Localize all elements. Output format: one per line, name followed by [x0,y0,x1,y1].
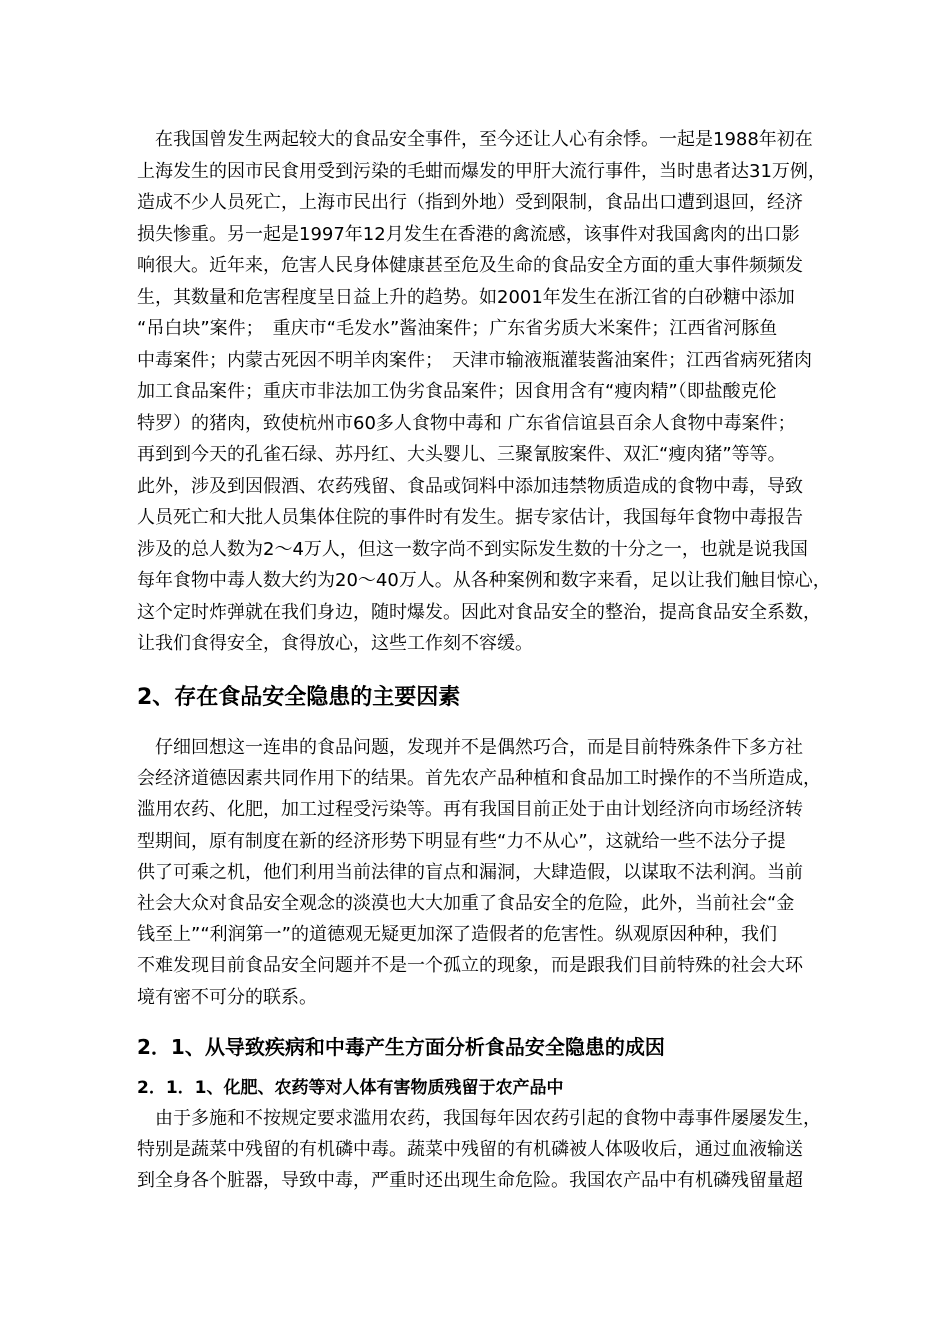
paragraph-pesticide-residue [137,1103,867,1196]
text-line: 中毒案件；内蒙古死因不明羊肉案件； 天津市输液瓶灌装酱油案件；江西省病死猪肉 [137,349,812,371]
text-line: 涉及的总人数为2～4万人，但这一数字尚不到实际发生数的十分之一，也就是说我国 [137,538,808,560]
subsection-heading-disease-causes: 2．1、从导致疾病和中毒产生方面分析食品安全隐患的成因 [137,1035,665,1059]
text-line: 每年食物中毒人数大约为20～40万人。从各种案例和数字来看，足以让我们触目惊心， [137,570,831,591]
text-line: 在我国曾发生两起较大的食品安全事件，至今还让人心有余悸。一起是1988年初在 [137,129,813,150]
text-line: 特罗）的猪肉，致使杭州市60多人食物中毒和 广东省信谊县百余人食物中毒案件； [137,412,796,434]
text-line: 仔细回想这一连串的食品问题，发现并不是偶然巧合，而是目前特殊条件下多方社 [137,737,803,758]
text-line: 社会大众对食品安全观念的淡漠也大大加重了食品安全的危险，此外，当前社会“金 [137,892,795,914]
text-line: 再到到今天的孔雀石绿、苏丹红、大头婴儿、三聚氰胺案件、双汇“瘦肉猪”等等。 [137,444,786,465]
text-line: 由于多施和不按规定要求滥用农药，我国每年因农药引起的食物中毒事件屡屡发生， [137,1108,821,1129]
text-line: 加工食品案件；重庆市非法加工伪劣食品案件；因食用含有“瘦肉精”（即盐酸克伦 [137,381,777,402]
text-line: 境有密不可分的联系。 [137,986,317,1008]
text-line: 钱至上”“利润第一”的道德观无疑更加深了造假者的危害性。纵观原因种种，我们 [137,924,777,946]
text-line: 特别是蔬菜中残留的有机磷中毒。蔬菜中残留的有机磷被人体吸收后，通过血液输送 [137,1139,803,1160]
text-line: 损失惨重。另一起是1997年12月发生在香港的禽流感，该事件对我国禽肉的出口影 [137,223,800,245]
text-line: 此外，涉及到因假酒、农药残留、食品或饲料中添加违禁物质造成的食物中毒，导致 [137,475,803,497]
text-line: 让我们食得安全，食得放心，这些工作刻不容缓。 [137,633,533,654]
text-line: 滥用农药、化肥，加工过程受污染等。再有我国目前正处于由计划经济向市场经济转 [137,799,803,821]
text-line: 到全身各个脏器，导致中毒，严重时还出现生命危险。我国农产品中有机磷残留量超 [137,1170,803,1191]
text-line: 响很大。近年来，危害人民身体健康甚至危及生命的食品安全方面的重大事件频频发 [137,255,803,276]
text-line: 人员死亡和大批人员集体住院的事件时有发生。据专家估计，我国每年食物中毒报告 [137,507,803,528]
text-line: 上海发生的因市民食用受到污染的毛蚶而爆发的甲肝大流行事件，当时患者达31万例， [137,160,826,182]
text-line: “吊白块”案件； 重庆市“毛发水”酱油案件；广东省劣质大米案件；江西省河豚鱼 [137,318,778,339]
paragraph-food-safety-incidents [137,124,867,660]
text-line: 不难发现目前食品安全问题并不是一个孤立的现象，而是跟我们目前特殊的社会大环 [137,955,803,977]
text-line: 型期间，原有制度在新的经济形势下明显有些“力不从心”，这就给一些不法分子提 [137,830,786,852]
text-line: 会经济道德因素共同作用下的结果。首先农产品种植和食品加工时操作的不当所造成， [137,768,821,790]
text-line: 造成不少人员死亡，上海市民出行（指到外地）受到限制，食品出口遭到退回，经济 [137,192,803,213]
text-line: 这个定时炸弹就在我们身边，随时爆发。因此对食品安全的整治，提高食品安全系数， [137,601,821,623]
text-line: 供了可乘之机，他们利用当前法律的盲点和漏洞，大肆造假，以谋取不法利润。当前 [137,861,803,883]
text-line: 生，其数量和危害程度呈日益上升的趋势。如2001年发生在浙江省的白砂糖中添加 [137,286,795,308]
paragraph-main-factors [137,732,867,1013]
subsubsection-heading-pesticide-residue: 2．1．1、化肥、农药等对人体有害物质残留于农产品中 [137,1078,564,1098]
section-heading-main-factors: 2、存在食品安全隐患的主要因素 [137,685,461,710]
